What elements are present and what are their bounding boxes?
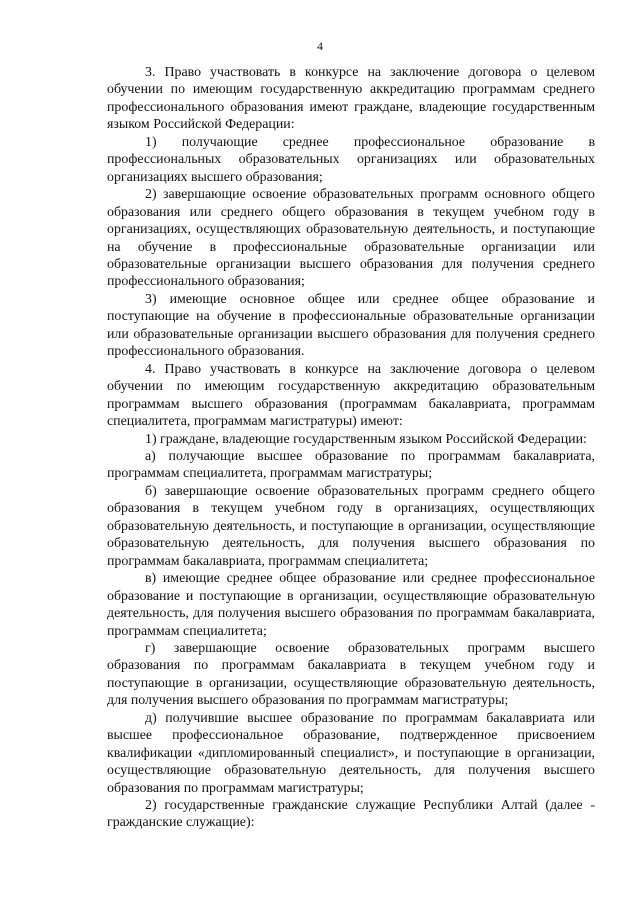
paragraph-3-item-1: 1) получающие среднее профессиональное образование в профессиональных образовательных организациях или образовательных организациях высшего образования;	[107, 134, 595, 185]
paragraph-4-item-1-g: г) завершающие освоение образовательных программ высшего образования по программам бакалавриата в текущем учебном году и поступающие в организации, осуществляющие образовательную деятельность, для получения высшего образования по программам магистратуры;	[107, 640, 595, 709]
paragraph-4-intro: 4. Право участвовать в конкурсе на заключение договора о целевом обучении по имеющим государственную аккредитацию образовательным программам высшего образования (программам бакалавриата, программам специалитета, программам магистратуры) имеют:	[107, 361, 595, 430]
document-body	[107, 64, 595, 832]
paragraph-3-intro: 3. Право участвовать в конкурсе на заключение договора о целевом обучении по имеющим государственную аккредитацию программам среднего профессионального образования имеют граждане, владеющие государственным языком Российской Федерации:	[107, 65, 595, 133]
paragraph-4-item-1-a: а) получающие высшее образование по программам бакалавриата, программам специалитета, программам магистратуры;	[107, 448, 595, 482]
paragraph-3-item-2: 2) завершающие освоение образовательных программ основного общего образования или среднего общего образования в текущем учебном году в организациях, осуществляющих образовательную деятельность, и поступающие на обучение в профессиональные образовательные организации или образовательные организации высшего образования для получения среднего профессионального образования;	[107, 187, 595, 290]
paragraph-4-item-1-b: б) завершающие освоение образовательных программ среднего общего образования в текущем учебном году в организациях, осуществляющих образовательную деятельность, и поступающие в организации, осуществляющие образовательную деятельность, для получения высшего образования по программам бакалавриата, программам специалитета;	[107, 483, 595, 569]
paragraph-3-item-3: 3) имеющие основное общее или среднее общее образование и поступающие на обучение в профессиональные образовательные организации или образовательные организации высшего образования для получения среднего профессионального образования.	[107, 291, 595, 360]
paragraph-4-item-1: 1) граждане, владеющие государственным языком Российской Федерации:	[145, 431, 587, 447]
page-number: 4	[317, 39, 323, 53]
paragraph-4-item-1-d: д) получившие высшее образование по программам бакалавриата или высшее профессиональное образование, подтвержденное присвоением квалификации «дипломированный специалист», и поступающие в организации, осуществляющие образовательную деятельность, для получения высшего образования по программам магистратуры;	[107, 710, 595, 796]
paragraph-4-item-1-v: в) имеющие среднее общее образование или среднее профессиональное образование и поступающие в организации, осуществляющие образовательную деятельность, для получения высшего образования по программам бакалавриата, программам специалитета;	[107, 571, 595, 639]
paragraph-4-item-2: 2) государственные гражданские служащие Республики Алтай (далее - гражданские служащие):	[107, 798, 595, 831]
